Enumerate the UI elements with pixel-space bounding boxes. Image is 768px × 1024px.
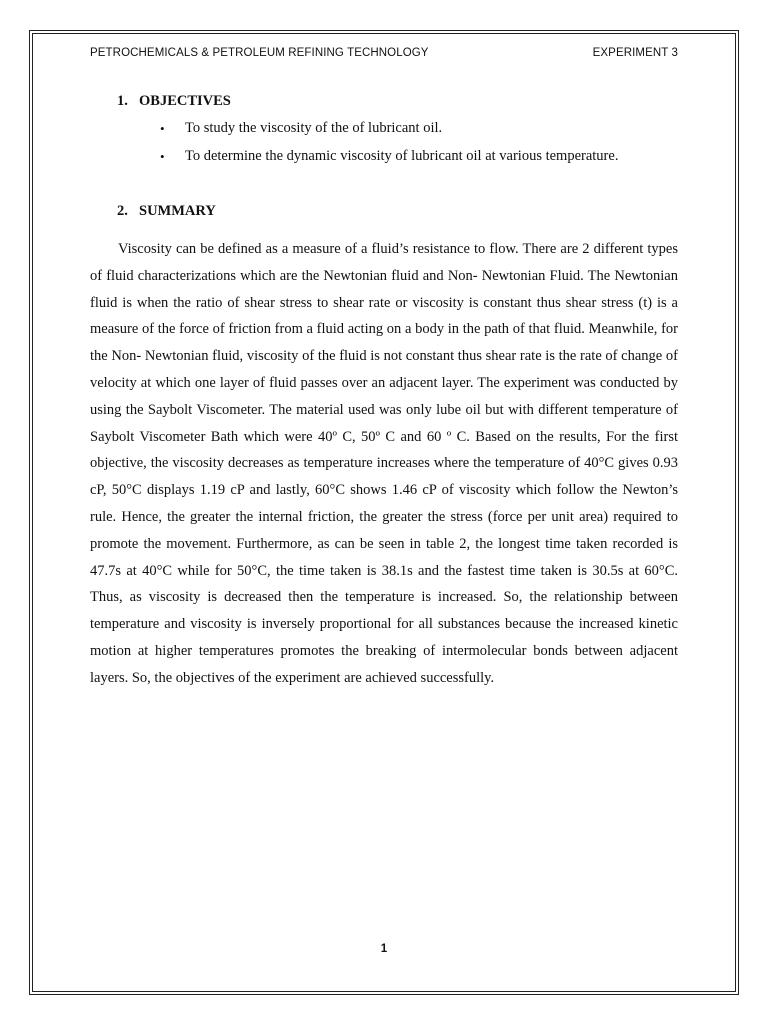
summary-title: SUMMARY [139,203,216,219]
objectives-heading [117,93,231,110]
list-item [160,148,680,176]
objectives-number: 1. [117,93,128,109]
list-item [160,120,680,148]
page-header [90,47,678,59]
objectives-title: OBJECTIVES [139,93,231,109]
objective-text: To study the viscosity of the of lubricant oil. [185,120,443,136]
bullet-icon: • [160,121,165,136]
bullet-icon: • [160,149,165,164]
summary-number: 2. [117,203,128,219]
course-title: PETROCHEMICALS & PETROLEUM REFINING TECHNOLOGY [90,47,429,59]
summary-paragraph: Viscosity can be defined as a measure of a fluid’s resistance to flow. There are 2 different types of fluid characterizations which are the Newtonian fluid and Non- Newtonian Fluid. The Newtonian fluid is when the ratio of shear stress to shear rate or viscosity is constant thus shear stress (t) is a measure of the force of friction from a fluid acting on a body in the path of that fluid. Meanwhile, for the Non- Newtonian fluid, viscosity of the fluid is not constant thus shear rate is the rate of change of velocity at which one layer of fluid passes over an adjacent layer. The experiment was conducted by using the Saybolt Viscometer. The material used was only lube oil but with different temperature of Saybolt Viscometer Bath which were 40º C, 50º C and 60 º C. Based on the results, For the first objective, the viscosity decreases as temperature increases where the temperature of 40°C gives 0.93 cP, 50°C displays 1.19 cP and lastly, 60°C shows 1.46 cP of viscosity which follow the Newton’s rule. Hence, the greater the internal friction, the greater the stress (force per unit area) required to promote the movement. Furthermore, as can be seen in table 2, the longest time taken recorded is 47.7s at 40°C while for 50°C, the time taken is 38.1s and the fastest time taken is 30.5s at 60°C. Thus, as viscosity is decreased then the temperature is increased. So, the relationship between temperature and viscosity is inversely proportional for all substances because the increased kinetic motion at higher temperatures promotes the breaking of intermolecular bonds between adjacent layers. So, the objectives of the experiment are achieved successfully. [90,241,678,686]
page-number: 1 [380,943,388,955]
objectives-list [160,120,680,176]
experiment-label: EXPERIMENT 3 [592,47,678,59]
summary-heading [117,203,216,220]
objective-text: To determine the dynamic viscosity of lubricant oil at various temperature. [185,148,619,164]
